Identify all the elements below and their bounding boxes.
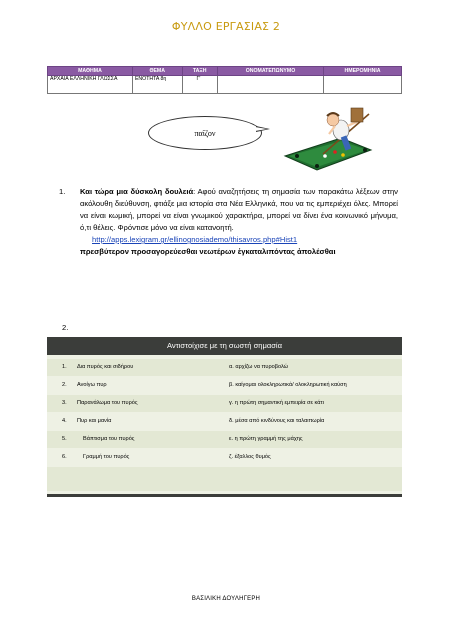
row-number: 4. — [62, 418, 67, 424]
header-date: ΗΜΕΡΟΜΗΝΙΑ — [324, 67, 402, 76]
value-topic: ΕΝΟΤΗΤΑ 8η — [132, 76, 182, 94]
row-meaning: δ. μέσα από κινδύνους και ταλαιπωρία — [229, 418, 325, 424]
speech-bubble-tail-inner — [255, 127, 267, 131]
info-table-value-row — [48, 76, 402, 94]
row-phrase: Πυρ και μανία — [77, 418, 112, 424]
row-meaning: β. καίγομαι ολοκληρωτικά/ ολοκληρωτική καύση — [229, 382, 347, 388]
value-date — [324, 76, 402, 94]
value-name — [217, 76, 323, 94]
matching-row — [47, 449, 402, 466]
matching-row — [47, 431, 402, 448]
row-phrase: Δια πυρός και σιδήρου — [77, 364, 134, 370]
matching-row-empty — [47, 467, 402, 491]
row-phrase: Βάπτισμα του πυρός — [83, 436, 135, 442]
row-meaning: α. αρχίζω να πυροβολώ — [229, 364, 289, 370]
header-class: ΤΑΞΗ — [182, 67, 217, 76]
matching-row — [47, 359, 402, 376]
speech-bubble-text: παῖζον — [194, 128, 216, 138]
speech-bubble — [148, 116, 262, 150]
row-meaning: ζ. έξαλλος θυμός — [229, 454, 271, 460]
header-topic: ΘΕΜΑ — [132, 67, 182, 76]
row-number: 1. — [62, 364, 67, 370]
task-1-body — [80, 186, 398, 234]
matching-panel — [47, 337, 402, 497]
info-table-header-row — [48, 67, 402, 76]
header-subject: ΜΑΘΗΜΑ — [48, 67, 133, 76]
value-subject: ΑΡΧΑΙΑ ΕΛΛΗΝΙΚΗ ΓΛΩΣΣΑ — [48, 76, 133, 94]
task-1-number: 1. — [59, 187, 66, 196]
task-2-number: 2. — [62, 323, 69, 332]
row-meaning: ε. η πρώτη γραμμή της μάχης — [229, 436, 303, 442]
row-number: 2. — [62, 382, 67, 388]
task-1-lead: Και τώρα μια δύσκολη δουλειά — [80, 187, 194, 196]
row-phrase: Ανοίγω πυρ — [77, 382, 107, 388]
task-1 — [59, 186, 398, 258]
footer-author: ΒΑΣΙΛΙΚΗ ΔΟΥΛΗΓΕΡΗ — [191, 596, 261, 602]
info-table — [47, 66, 402, 94]
page-title: ΦΥΛΛΟ ΕΡΓΑΣΙΑΣ 2 — [171, 20, 281, 33]
header-name: ΟΝΟΜΑΤΕΠΩΝΥΜΟ — [217, 67, 323, 76]
lexigram-link[interactable]: http://apps.lexigram.gr/ellinognosiademo/thisavros.php#Hist1 — [92, 235, 298, 244]
row-phrase: Παρανάλωμα του πυρός — [77, 400, 138, 406]
value-class: Γ' — [182, 76, 217, 94]
billiards-player-illustration — [283, 100, 373, 172]
task-1-words: πρεσβύτερον προσαγορεύεσθαι νεωτέρων ἐγκαταλιπόντας ἀπολέσθαι — [80, 247, 336, 256]
matching-panel-heading: Αντιστοίχισε με τη σωστή σημασία — [47, 337, 402, 355]
row-meaning: γ. η πρώτη σημαντική εμπειρία σε κάτι — [229, 400, 324, 406]
matching-row — [47, 377, 402, 394]
row-phrase: Γραμμή του πυρός — [83, 454, 130, 460]
task-1-text: : Αφού αναζητήσεις τη σημασία των παρακάτω λέξεων στην ακόλουθη διεύθυνση, φτιάξε μια ιστορία στα Νέα Ελληνικά, που να τις εμπεριέχει όλες. Μπορεί να είναι κωμική, μπορεί να είναι γνωμικού χαρακτήρα, μπορεί να δίνει ένα κοινωνικό μήνυμα, ό,τι θέλεις. Φρόντισε μόνο να είναι κατανοητή. — [80, 187, 398, 232]
row-number: 6. — [62, 454, 67, 460]
row-number: 5. — [62, 436, 67, 442]
row-number: 3. — [62, 400, 67, 406]
matching-row — [47, 395, 402, 412]
matching-row — [47, 413, 402, 430]
